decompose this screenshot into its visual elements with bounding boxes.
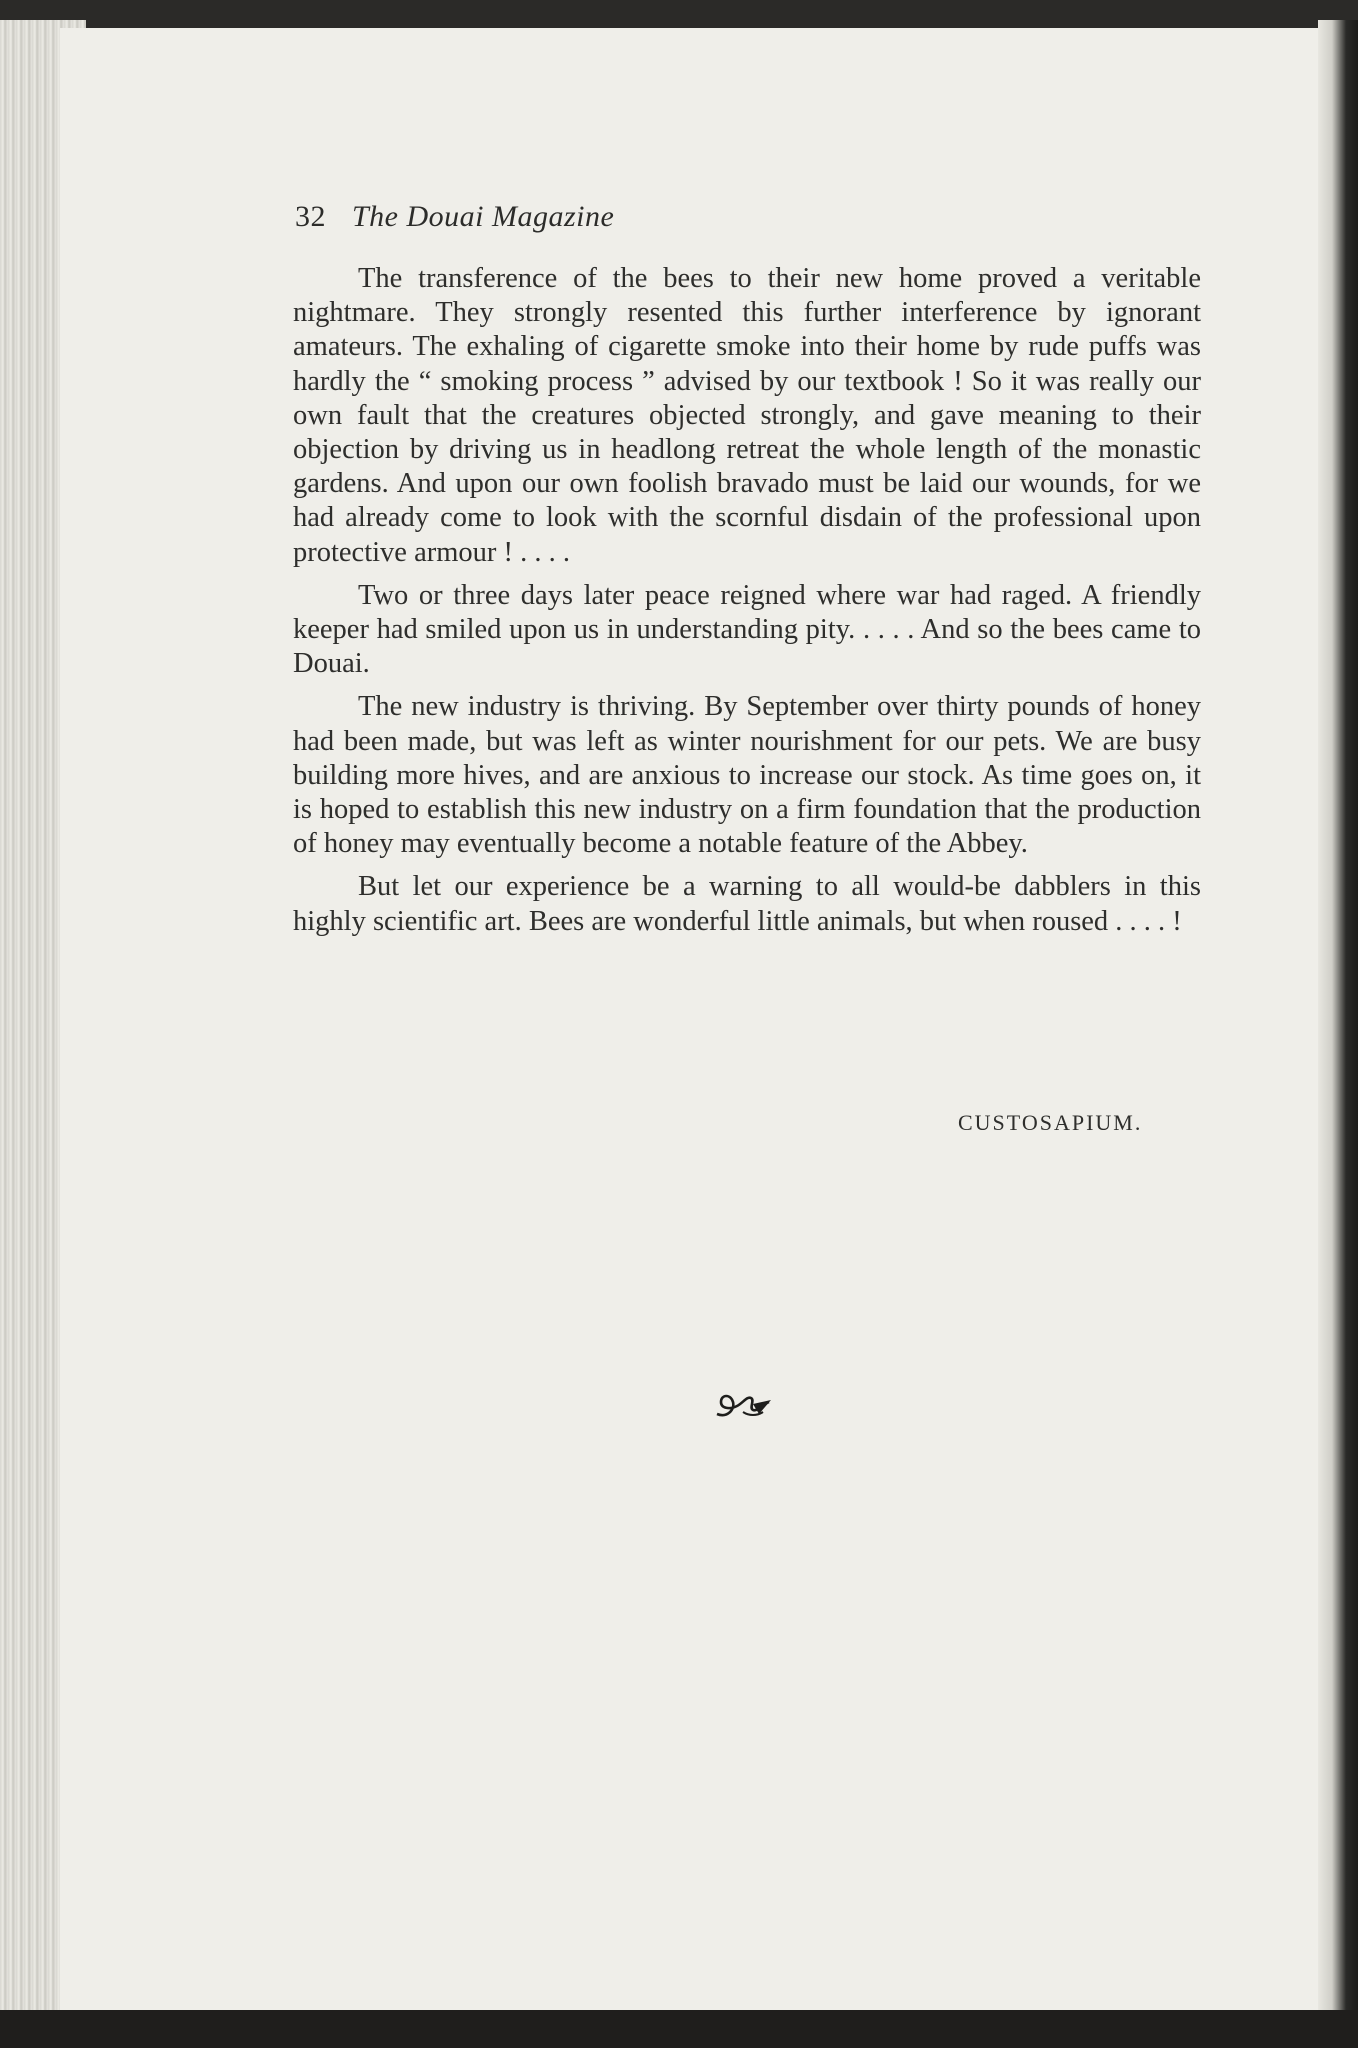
paragraph: But let our experience be a warning to all would-be dabblers in this highly scientific art. Bees are wonderful little animals, but when roused . . . . ! <box>293 871 1201 937</box>
author-signature: CUSTOSAPIUM. <box>958 1110 1143 1135</box>
paragraph: Two or three days later peace reigned where war had raged. A friendly keeper had smiled upon us in understanding pity. . . . . And so the bees came to Douai. <box>293 579 1201 680</box>
book-bottom-edge <box>0 2010 1358 2048</box>
paragraph: The transference of the bees to their new home proved a veritable nightmare. They strongly resented this further interference by ignorant amateurs. The exhaling of cigarette smoke into their home by rude puffs was hardly the “ smoking process ” advised by our textbook ! So it was really our own fault that the creatures objected strongly, and gave meaning to their objection by driving us in headlong retreat the whole length of the monastic gardens. And upon our own foolish bravado must be laid our wounds, for we had already come to look with the scornful disdain of the professional upon protective armour ! . . . . <box>293 263 1201 568</box>
right-page-edge <box>1318 20 1358 2015</box>
article-body <box>293 262 1201 948</box>
running-header <box>295 200 614 234</box>
magazine-title: The Douai Magazine <box>352 200 615 233</box>
paragraph: The new industry is thriving. By September over thirty pounds of honey had been made, but was left as winter nourishment for our pets. We are busy building more hives, and are anxious to increase our stock. As time goes on, it is hoped to establish this new industry on a firm foundation that the production of honey may eventually become a notable feature of the Abbey. <box>293 691 1201 860</box>
page-number: 32 <box>295 200 326 233</box>
fleuron-icon <box>713 1388 775 1427</box>
book-top-edge <box>0 0 1358 28</box>
